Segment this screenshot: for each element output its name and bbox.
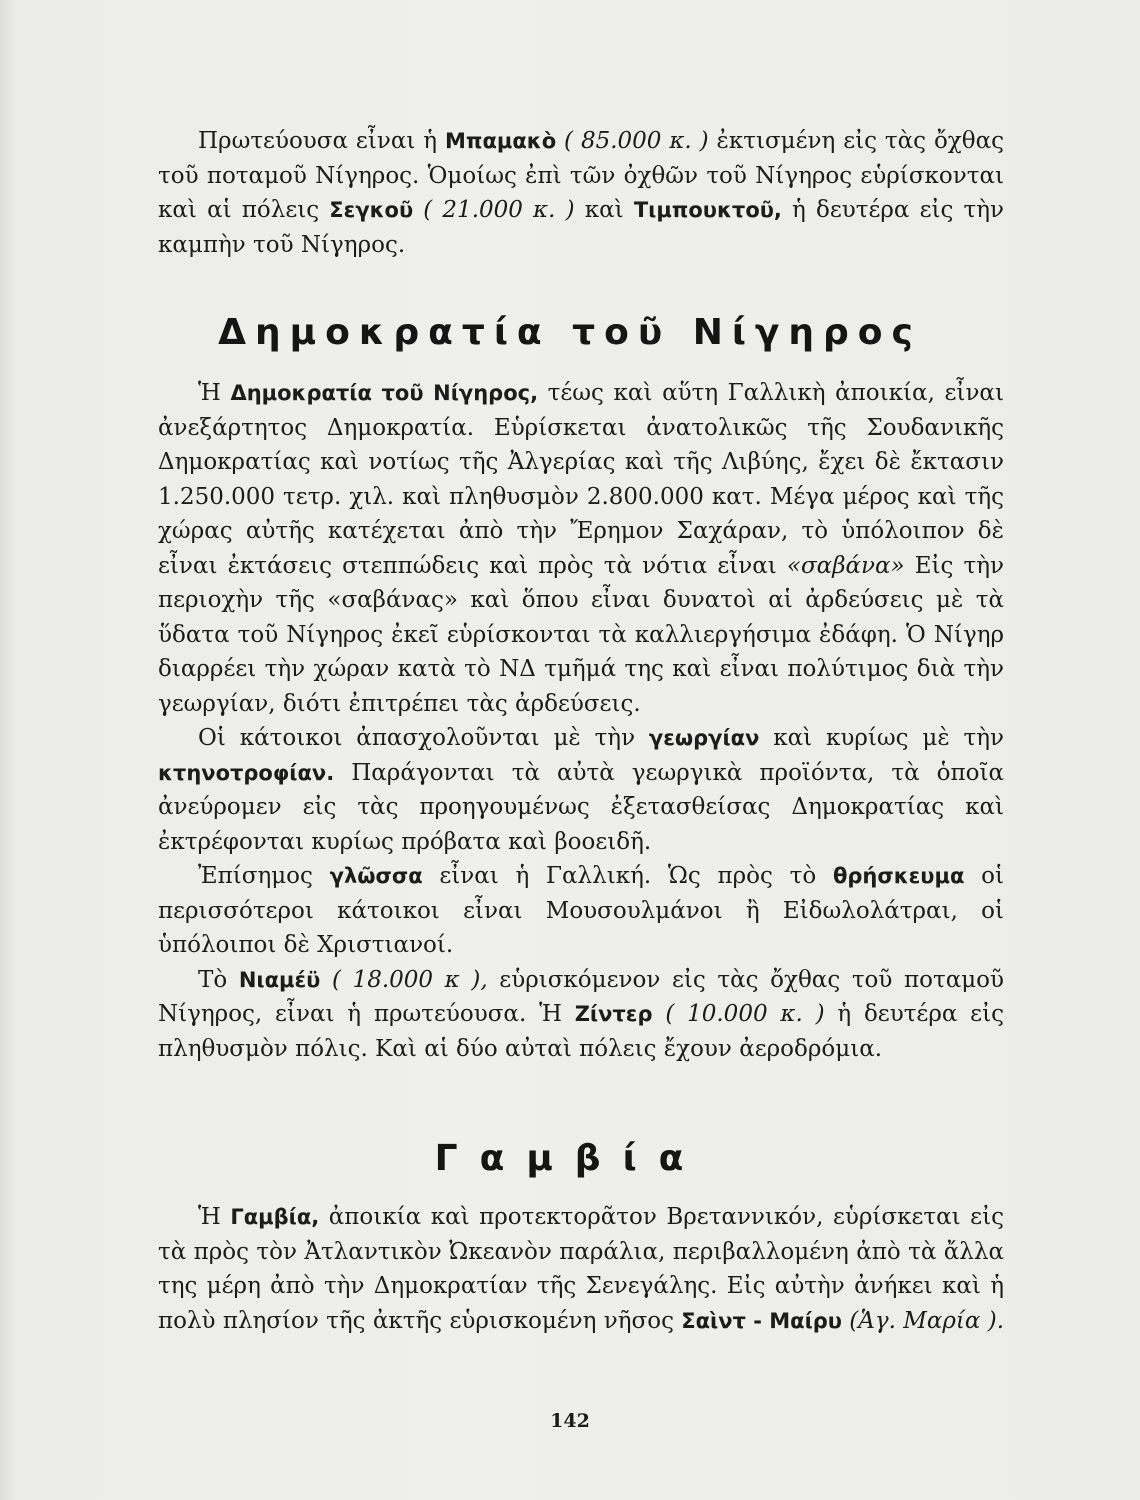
niger-section [158,376,1004,1066]
bold-term: Ζίντερ [574,1002,653,1026]
gambia-section [158,1200,1004,1338]
bold-term: Δημοκρατία τοῦ Νίγηρος, [230,381,539,405]
page-number: 142 [550,1410,590,1432]
bold-term: γεωργίαν [648,726,760,750]
gambia-paragraph-1: Ἡ Γαμβία, ἀποικία καὶ προτεκτορᾶτον Βρεταννικόν, εὑρίσκεται εἰς τὰ πρὸς τὸν Ἀτλαντικὸν Ὠκεανὸν παράλια, περιβαλλομένη ἀπὸ τὰ ἄλλα της μέρη ἀπὸ τὴν Δημοκρατίαν τῆς Σενεγάλης. Εἰς αὐτὴν ἀνήκει καὶ ἡ πολὺ πλησίον τῆς ἀκτῆς εὑρισκομένη νῆσος Σαὶντ - Μαίρυ (Ἁγ. Μαρία ). [158,1204,1005,1334]
niger-paragraph-2: Οἱ κάτοικοι ἀπασχολοῦνται μὲ τὴν γεωργίαν καὶ κυρίως μὲ τὴν κτηνοτροφίαν. Παράγονται τὰ αὐτὰ γεωργικὰ προϊόντα, τὰ ὁποῖα ἀνεύρομεν εἰς τὰς προηγουμένως ἐξετασθείσας Δημοκρατίας καὶ ἐκτρέφονται κυρίως πρόβατα καὶ βοοειδῆ. [158,725,1004,855]
section-heading-gambia: Γαμβία [434,1138,706,1179]
bold-term: κτηνοτροφίαν. [158,760,335,785]
bold-term: Σεγκοῦ [329,198,414,222]
bold-term: Νιαμέϋ [238,967,321,992]
intro-paragraph: Πρωτεύουσα εἶναι ἡ Μπαμακὸ ( 85.000 κ. ) ἐκτισμένη εἰς τὰς ὄχθας τοῦ ποταμοῦ Νίγηρος. Ὁμοίως ἐπὶ τῶν ὀχθῶν τοῦ Νίγηρος εὑρίσκονται καὶ αἱ πόλεις Σεγκοῦ ( 21.000 κ. ) καὶ Τιμπουκτοῦ, ἡ δευτέρα εἰς τὴν καμπὴν τοῦ Νίγηρος. [158,128,1005,258]
niger-paragraph-4: Τὸ Νιαμέϋ ( 18.000 κ ), εὑρισκόμενον εἰς τὰς ὄχθας τοῦ ποταμοῦ Νίγηρος, εἶναι ἡ πρωτεύουσα. Ἡ Ζίντερ ( 10.000 κ. ) ἡ δευτέρα εἰς πληθυσμὸν πόλις. Καὶ αἱ δύο αὐταὶ πόλεις ἔχουν ἀεροδρόμια. [158,966,1005,1062]
bold-term: Μπαμακὸ [444,129,557,153]
niger-paragraph-3: Ἐπίσημος γλῶσσα εἶναι ἡ Γαλλική. Ὡς πρὸς τὸ θρήσκευμα οἱ περισσότεροι κάτοικοι εἶναι Μουσουλμάνοι ἢ Εἰδωλολάτραι, οἱ ὑπόλοιποι δὲ Χριστιανοί. [158,863,1004,958]
niger-paragraph-1: Ἡ Δημοκρατία τοῦ Νίγηρος, τέως καὶ αὕτη Γαλλικὴ ἀποικία, εἶναι ἀνεξάρτητος Δημοκρατία. Εὑρίσκεται ἀνατολικῶς τῆς Σουδανικῆς Δημοκρατίας καὶ νοτίως τῆς Ἀλγερίας καὶ τῆς Λιβύης, ἔχει δὲ ἔκτασιν 1.250.000 τετρ. χιλ. καὶ πληθυσμὸν 2.800.000 κατ. Μέγα μέρος καὶ τῆς χώρας αὐτῆς κατέχεται ἀπὸ τὴν Ἔρημον Σαχάραν, τὸ ὑπόλοιπον δὲ εἶναι ἐκτάσεις στεππώδεις καὶ πρὸς τὰ νότια εἶναι «σαβάνα» Εἰς τὴν περιοχὴν τῆς «σαβάνας» καὶ ὅπου εἶναι δυνατοὶ αἱ ἀρδεύσεις μὲ τὰ ὕδατα τοῦ Νίγηρος ἐκεῖ εὑρίσκονται τὰ καλλιεργήσιμα ἐδάφη. Ὁ Νίγηρ διαρρέει τὴν χώραν κατὰ τὸ ΝΔ τμῆμά της καὶ εἶναι πολύτιμος διὰ τὴν γεωργίαν, διότι ἐπιτρέπει τὰς ἀρδεύσεις. [158,380,1005,717]
bold-term: θρήσκευμα [832,864,965,888]
bold-term: Τιμπουκτοῦ, [633,198,782,222]
bold-term: Σαὶντ - Μαίρυ [681,1308,842,1333]
bold-term: γλῶσσα [329,864,423,888]
bold-term: Γαμβία, [230,1205,320,1229]
section-heading-niger: Δημοκρατία τοῦ Νίγηρος [218,312,922,353]
